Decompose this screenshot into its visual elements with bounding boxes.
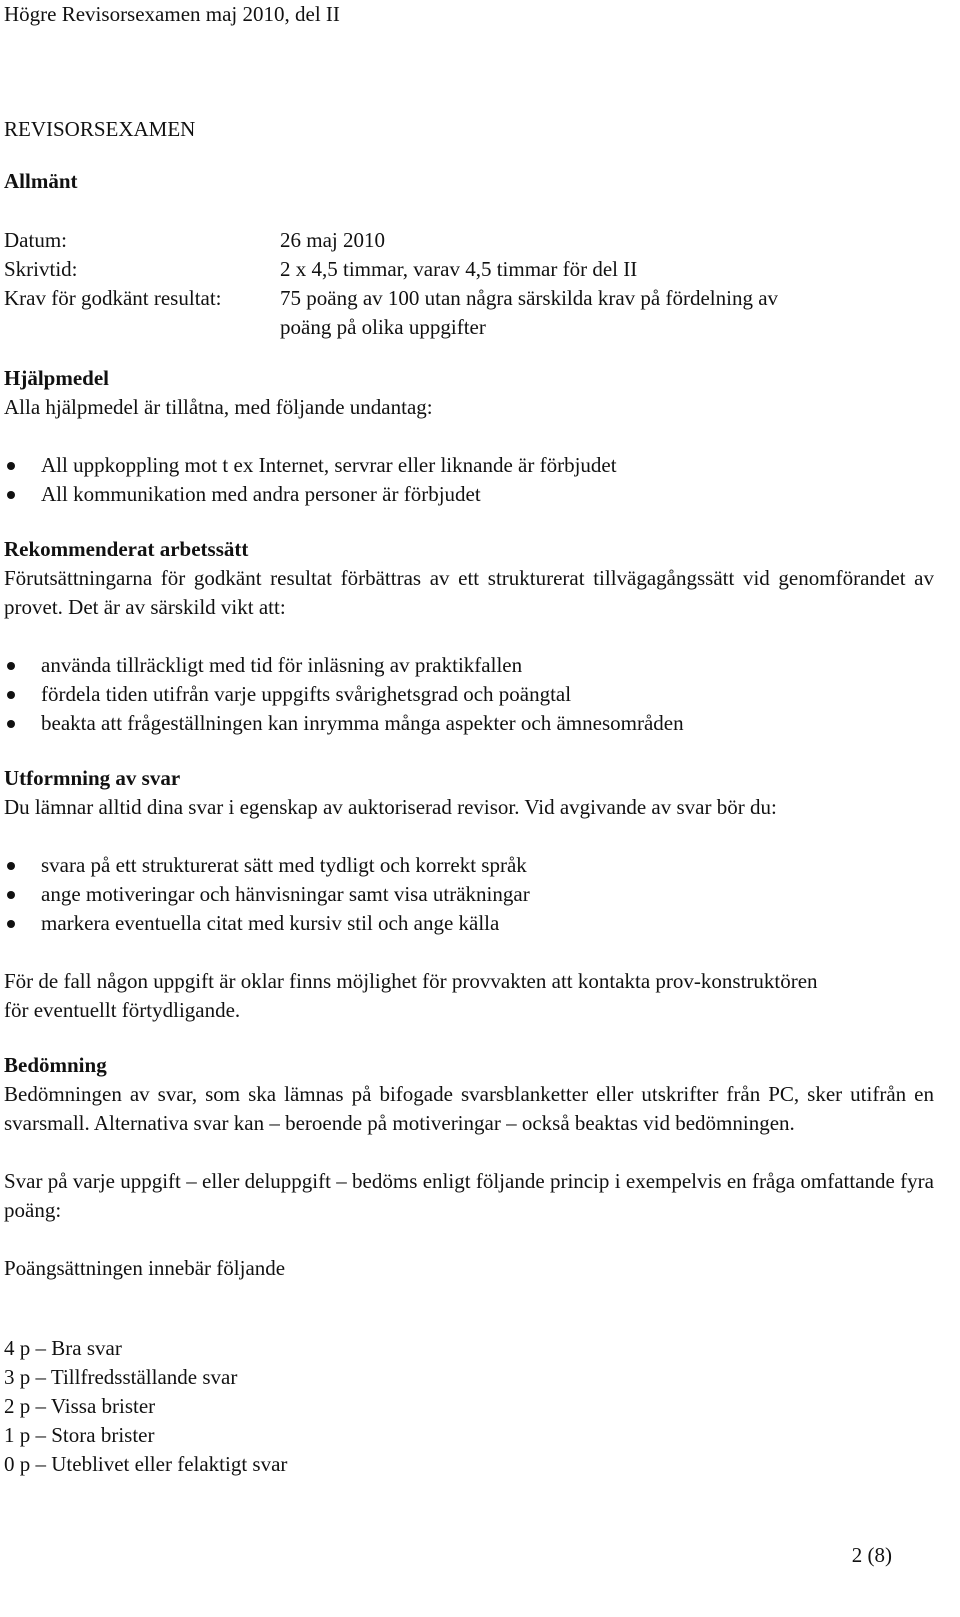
score-list <box>4 1334 287 1479</box>
score-item: 4 p – Bra svar <box>4 1336 122 1360</box>
bullet-icon <box>7 662 15 670</box>
section-bedomning <box>4 1051 934 1283</box>
info-label: Krav för godkänt resultat: <box>4 286 222 310</box>
exam-info-table <box>4 226 904 342</box>
section-heading: Rekommenderat arbetssätt <box>4 537 249 561</box>
bullet-icon <box>7 462 15 470</box>
info-label <box>4 313 280 342</box>
bullet-list <box>4 851 934 938</box>
section-utformning <box>4 764 934 1025</box>
section-heading: Utformning av svar <box>4 766 181 790</box>
bullet-icon <box>7 691 15 699</box>
info-row-datum <box>4 226 904 255</box>
section-heading: Hjälpmedel <box>4 366 109 390</box>
score-item: 0 p – Uteblivet eller felaktigt svar <box>4 1452 288 1476</box>
list-item: använda tillräckligt med tid för inläsning av praktikfallen <box>4 651 934 680</box>
list-item: ange motiveringar och hänvisningar samt visa uträkningar <box>4 880 934 909</box>
info-row-skrivtid <box>4 255 904 284</box>
page-number: 2 (8) <box>851 1543 892 1567</box>
section-heading-allmant: Allmänt <box>4 169 78 193</box>
section-rekommenderat <box>4 535 934 738</box>
bullet-icon <box>7 491 15 499</box>
info-value: 75 poäng av 100 utan några särskilda krav på fördelning av <box>280 286 779 310</box>
bullet-icon <box>7 862 15 870</box>
list-item: markera eventuella citat med kursiv stil och ange källa <box>4 909 934 938</box>
info-value: poäng på olika uppgifter <box>280 315 486 339</box>
score-item: 1 p – Stora brister <box>4 1423 155 1447</box>
section-text: Bedömningen av svar, som ska lämnas på bifogade svarsblanketter eller utskrifter från PC, sker utifrån en svarsmall. Alternativa svar kan – beroende på motiveringar – också beaktas vid bedömningen. <box>4 1082 934 1135</box>
page-header: Högre Revisorsexamen maj 2010, del II <box>4 2 340 26</box>
bullet-icon <box>7 891 15 899</box>
list-item: svara på ett strukturerat sätt med tydligt och korrekt språk <box>4 851 934 880</box>
section-text: Du lämnar alltid dina svar i egenskap av auktoriserad revisor. Vid avgivande av svar bör du: <box>4 795 777 819</box>
list-item: All kommunikation med andra personer är förbjudet <box>4 480 934 509</box>
list-item: All uppkoppling mot t ex Internet, servrar eller liknande är förbjudet <box>4 451 934 480</box>
info-value: 2 x 4,5 timmar, varav 4,5 timmar för del II <box>280 257 638 281</box>
info-label: Datum: <box>4 228 67 252</box>
bullet-icon <box>7 720 15 728</box>
score-item: 2 p – Vissa brister <box>4 1394 156 1418</box>
info-label: Skrivtid: <box>4 257 78 281</box>
info-value: 26 maj 2010 <box>280 228 385 252</box>
section-text: Förutsättningarna för godkänt resultat förbättras av ett strukturerat tillvägagångssätt vid genomförandet av provet. Det är av särskild vikt att: <box>4 566 934 619</box>
score-item: 3 p – Tillfredsställande svar <box>4 1365 238 1389</box>
list-item: fördela tiden utifrån varje uppgifts svårighetsgrad och poängtal <box>4 680 934 709</box>
info-row-krav <box>4 284 904 313</box>
list-item: beakta att frågeställningen kan inrymma många aspekter och ämnesområden <box>4 709 934 738</box>
bullet-list <box>4 451 934 509</box>
section-text: Svar på varje uppgift – eller deluppgift – bedöms enligt följande princip i exempelvis en fråga omfattande fyra poäng: <box>4 1169 934 1222</box>
section-heading: Bedömning <box>4 1053 107 1077</box>
section-intro: Alla hjälpmedel är tillåtna, med följande undantag: <box>4 395 433 419</box>
info-row-krav-cont <box>4 313 904 342</box>
bullet-icon <box>7 920 15 928</box>
section-text: Poängsättningen innebär följande <box>4 1256 286 1280</box>
section-hjalpmedel <box>4 364 934 509</box>
document-title: REVISORSEXAMEN <box>4 117 196 141</box>
bullet-list <box>4 651 934 738</box>
note-text: För de fall någon uppgift är oklar finns möjlighet för provvakten att kontakta prov-konstruktören för eventuellt förtydligande. <box>4 969 818 1022</box>
